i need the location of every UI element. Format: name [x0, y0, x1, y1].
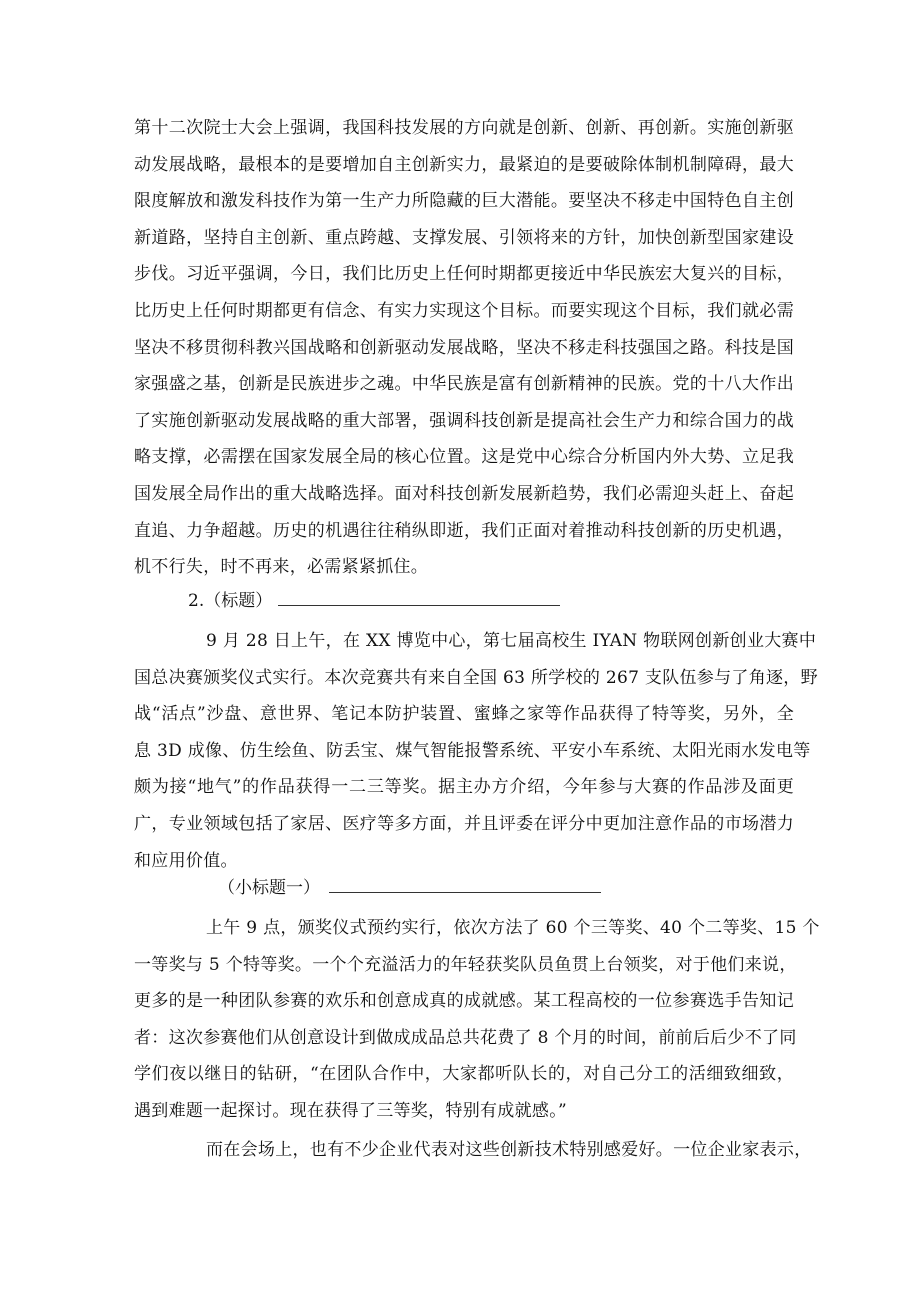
text-line: 9 月 28 日上午，在 XX 博览中心，第七届高校生 IYAN 物联网创新创业大赛中: [206, 631, 817, 651]
text-line: 一等奖与 5 个特等奖。一个个充溢活力的年轻获奖队员鱼贯上台领奖，对于他们来说，: [134, 954, 797, 975]
text-line: 学们夜以继日的钻研，“在团队合作中，大家都听队长的，对自己分工的活细致细致，: [134, 1064, 794, 1085]
text-line: 新道路，坚持自主创新、重点跨越、支撑发展、引领将来的方针，加快创新型国家建设: [134, 227, 794, 248]
text-line: 比历史上任何时期都更有信念、有实力实现这个目标。而要实现这个目标，我们就必需: [134, 300, 794, 321]
text-line: 了实施创新驱动发展战略的重大部署，强调科技创新是提高社会生产力和综合国力的战: [134, 410, 794, 431]
text-line: 更多的是一种团队参赛的欢乐和创意成真的成就感。某工程高校的一位参赛选手告知记: [134, 991, 794, 1012]
text-line: 和应用价值。: [134, 850, 238, 871]
question-2-title: [188, 589, 560, 613]
text-line: 颇为接“地气”的作品获得一二三等奖。据主办方介绍，今年参与大赛的作品涉及面更: [134, 777, 794, 798]
paragraph-main: [134, 110, 794, 586]
text-line: 而在会场上，也有不少企业代表对这些创新技术特别感爱好。一位企业家表示，: [206, 1140, 812, 1160]
text-line: 限度解放和激发科技作为第一生产力所隐藏的巨大潜能。要坚决不移走中国特色自主创: [134, 191, 794, 212]
text-line: 略支撑，必需摆在国家发展全局的核心位置。这是党中心综合分析国内外大势、立足我: [134, 447, 794, 468]
text-line: 者：这次参赛他们从创意设计到做成成品总共花费了 8 个月的时间，前前后后少不了同: [134, 1027, 797, 1048]
subtitle-1: [218, 876, 601, 900]
text-line: 国发展全局作出的重大战略选择。面对科技创新发展新趋势，我们必需迎头赶上、奋起: [134, 483, 794, 504]
text-line: 直追、力争超越。历史的机遇往往稍纵即逝，我们正面对着推动科技创新的历史机遇，: [134, 520, 794, 541]
text-line: 国总决赛颁奖仪式实行。本次竞赛共有来自全国 63 所学校的 267 支队伍参与了角逐，野: [134, 667, 818, 688]
text-line: 步伐。习近平强调，今日，我们比历史上任何时期都更接近中华民族宏大复兴的目标，: [134, 264, 794, 285]
answer-blank[interactable]: [278, 604, 560, 606]
paragraph-enterprise: [134, 1132, 812, 1169]
text-line: 遇到难题一起探讨。现在获得了三等奖，特别有成就感。”: [134, 1100, 567, 1121]
text-line: 第十二次院士大会上强调，我国科技发展的方向就是创新、创新、再创新。实施创新驱: [134, 118, 794, 138]
text-line: 坚决不移贯彻科教兴国战略和创新驱动发展战略，坚决不移走科技强国之路。科技是国: [134, 337, 794, 358]
answer-blank[interactable]: [329, 891, 601, 893]
subtitle-1-label: （小标题一）: [218, 878, 320, 898]
question-2-label: 2.（标题）: [188, 591, 273, 611]
text-line: 动发展战略，最根本的是要增加自主创新实力，最紧迫的是要破除体制机制障碍，最大: [134, 154, 794, 175]
text-line: 战“活点”沙盘、意世界、笔记本防护装置、蜜蜂之家等作品获得了特等奖，另外，全: [134, 704, 794, 725]
text-line: 息 3D 成像、仿生绘鱼、防丢宝、煤气智能报警系统、平安小车系统、太阳光雨水发电等: [134, 740, 811, 761]
text-line: 上午 9 点，颁奖仪式预约实行，依次方法了 60 个三等奖、40 个二等奖、15 个: [206, 918, 820, 938]
text-line: 家强盛之基，创新是民族进步之魂。中华民族是富有创新精神的民族。党的十八大作出: [134, 374, 794, 395]
text-line: 机不行失，时不再来，必需紧紧抓住。: [134, 557, 429, 578]
text-line: 广，专业领域包括了家居、医疗等多方面，并且评委在评分中更加注意作品的市场潜力: [134, 813, 794, 834]
paragraph-ceremony: [134, 910, 820, 1130]
paragraph-news: [134, 623, 818, 879]
